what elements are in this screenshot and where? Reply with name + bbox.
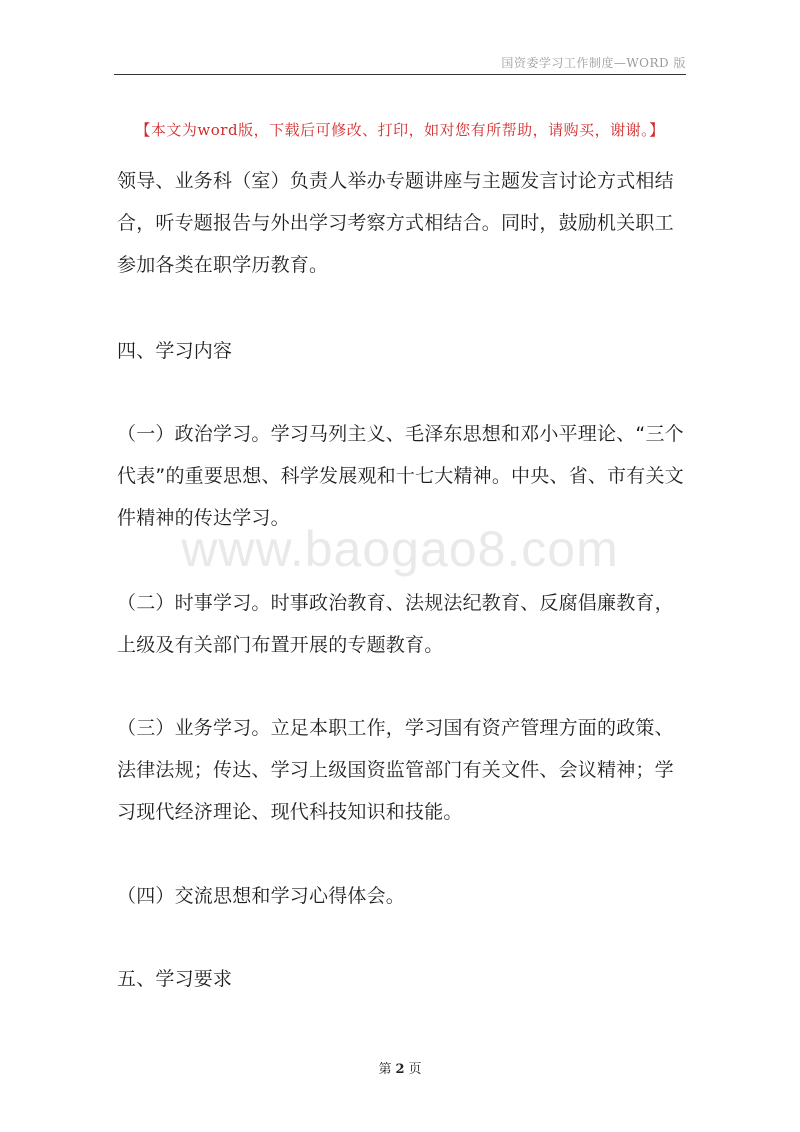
footer-prefix: 第 <box>378 1062 392 1077</box>
paragraph-current-affairs-study: （二）时事学习。时事政治教育、法规法纪教育、反腐倡廉教育，上级及有关部门布置开展的专题教育。 <box>117 592 674 656</box>
page-header-title: 国资委学习工作制度—WORD 版 <box>501 56 686 70</box>
page-number: 2 <box>395 1062 405 1077</box>
page-footer <box>0 1058 800 1077</box>
purchase-notice: 【本文为word版，下载后可修改、打印，如对您有所帮助，请购买，谢谢。】 <box>135 121 665 139</box>
section-heading-study-content: 四、学习内容 <box>117 340 233 362</box>
paragraph-exchange-ideas: （四）交流思想和学习心得体会。 <box>117 885 406 907</box>
watermark: www.baogao8.com <box>181 521 619 577</box>
paragraph-political-study: （一）政治学习。学习马列主义、毛泽东思想和邓小平理论、“三个代表”的重要思想、科学发展观和十七大精神。中央、省、市有关文件精神的传达学习。 <box>117 423 684 529</box>
header-divider <box>114 74 686 75</box>
footer-suffix: 页 <box>408 1062 422 1077</box>
section-heading-study-requirements: 五、学习要求 <box>117 968 233 990</box>
paragraph-study-methods: 领导、业务科（室）负责人举办专题讲座与主题发言讨论方式相结合，听专题报告与外出学习考察方式相结合。同时，鼓励机关职工参加各类在职学历教育。 <box>117 170 674 276</box>
paragraph-business-study: （三）业务学习。立足本职工作，学习国有资产管理方面的政策、法律法规；传达、学习上级国资监管部门有关文件、会议精神；学习现代经济理论、现代科技知识和技能。 <box>117 717 674 823</box>
